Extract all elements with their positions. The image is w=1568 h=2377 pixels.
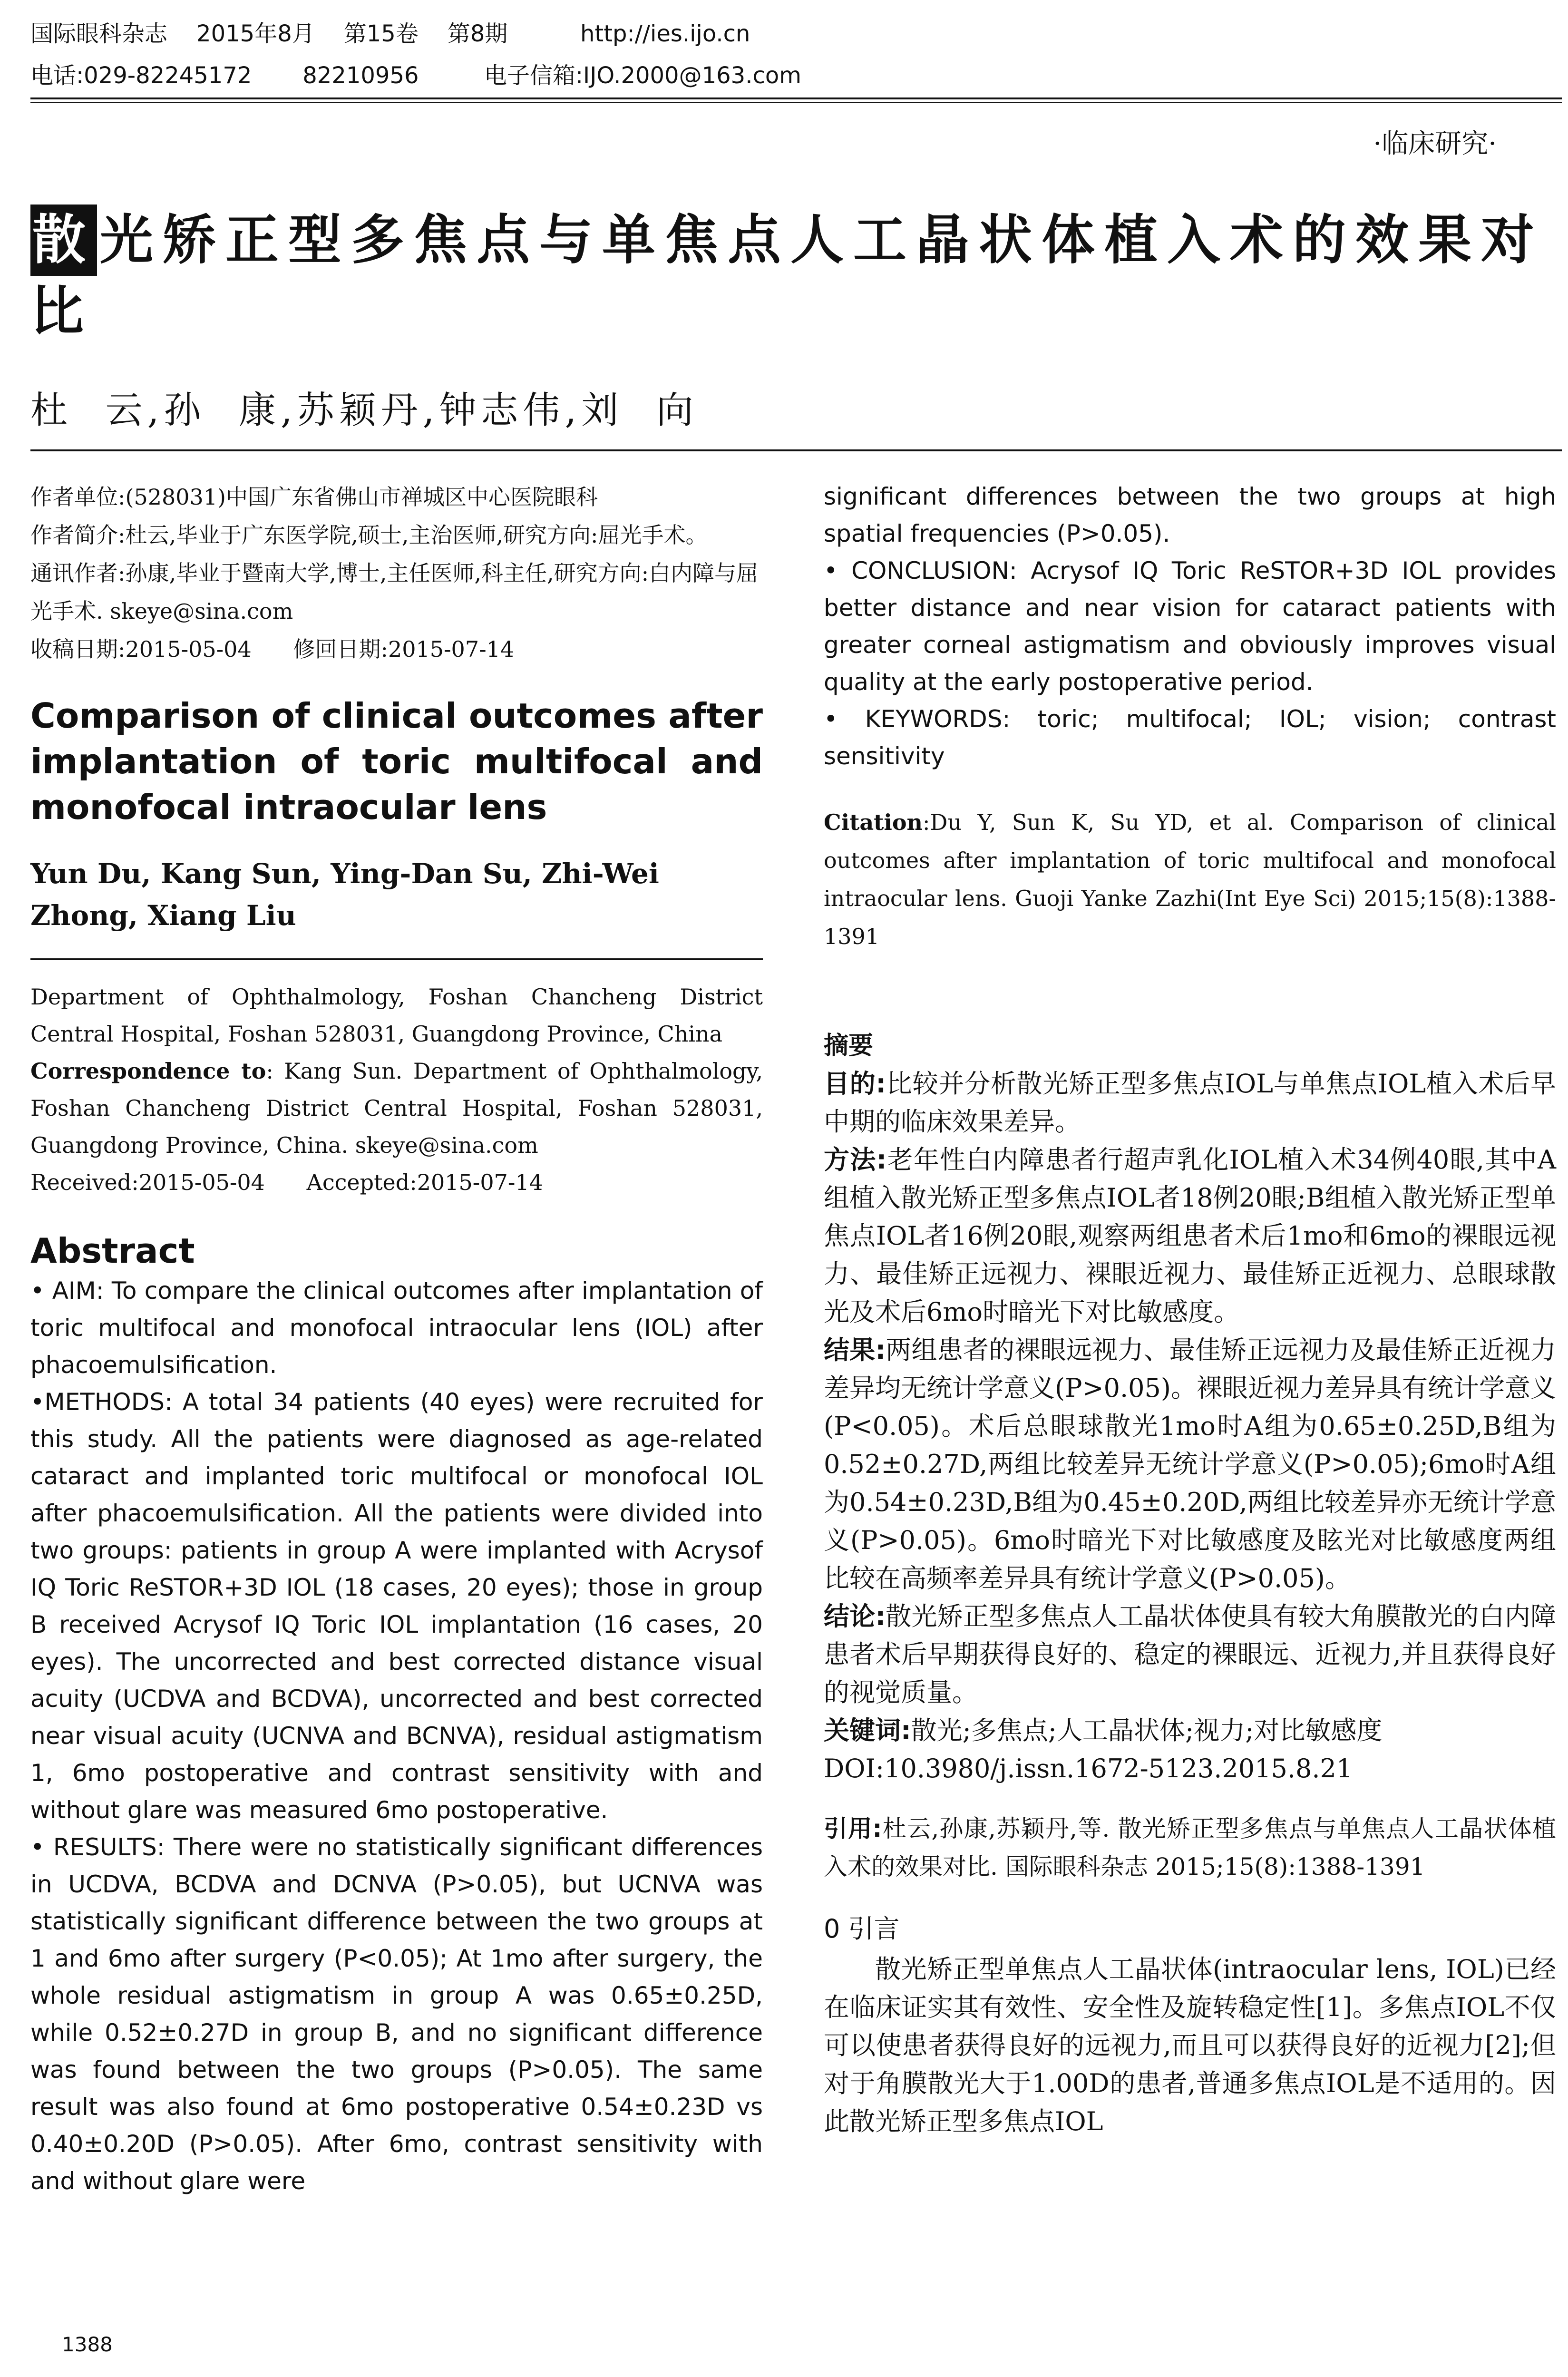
english-authors: Yun Du, Kang Sun, Ying-Dan Su, Zhi-Wei Zhong, Xiang Liu	[30, 857, 659, 932]
cn-abstract-keywords	[824, 1712, 1556, 1750]
author-bio: 作者简介:杜云,毕业于广东医学院,硕士,主治医师,研究方向:屈光手术。	[30, 522, 708, 548]
cn-method-text: 老年性白内障患者行超声乳化IOL植入术34例40眼,其中A组植入散光矫正型多焦点IOL者18例20眼;B组植入散光矫正型单焦点IOL者16例20眼,观察两组患者术后1mo和6mo的裸眼远视力、最佳矫正远视力、裸眼近视力、最佳矫正近视力、总眼球散光及术后6mo时暗光下对比敏感度。	[824, 1145, 1556, 1327]
citation-en	[824, 803, 1556, 955]
doi: DOI:10.3980/j.issn.1672-5123.2015.8.21	[824, 1754, 1353, 1783]
abstract-aim: • AIM: To compare the clinical outcomes after implantation of toric multifocal and monofocal intraocular lens (IOL) after phacoemulsification.	[30, 1277, 763, 1379]
affiliation-block	[30, 978, 763, 1201]
abstract-results: • RESULTS: There were no statistically significant differences in UCDVA, BCDVA and DCNVA (P>0.05), but UCNVA was statistically significant difference between the two groups at 1 and 6mo after surgery (P<0.05); At 1mo after surgery, the whole residual astigmatism in group A was 0.65±0.25D, while 0.52±0.27D in group B, and no significant difference was found between the two groups (P>0.05). The same result was also found at 6mo postoperative 0.54±0.23D vs 0.40±0.20D (P>0.05). After 6mo, contrast sensitivity with and without glare were	[30, 1833, 763, 2195]
cn-conclusion-text: 散光矫正型多焦点人工晶状体使具有较大角膜散光的白内障患者术后早期获得良好的、稳定的裸眼远、近视力,并且获得良好的视觉质量。	[824, 1601, 1556, 1707]
title-first-char-highlight: 散	[30, 205, 97, 276]
cn-abstract-method	[824, 1141, 1556, 1331]
cn-aim-label: 目的:	[824, 1069, 886, 1099]
cn-keywords-label: 关键词:	[824, 1715, 911, 1745]
department: Department of Ophthalmology, Foshan Chancheng District Central Hospital, Foshan 528031, Guangdong Province, China	[30, 984, 763, 1047]
citation-cn	[824, 1810, 1556, 1886]
cn-citation-label: 引用:	[824, 1815, 882, 1842]
english-title: Comparison of clinical outcomes after implantation of toric multifocal and monofocal intraocular lens	[30, 696, 763, 827]
journal-header-line2: 电话:029-82245172 82210956 电子信箱:IJO.2000@163.com	[30, 62, 801, 89]
header-rule-thin	[30, 102, 1562, 103]
cn-result-label: 结果:	[824, 1335, 886, 1365]
cn-conclusion-label: 结论:	[824, 1601, 886, 1631]
left-column	[30, 478, 763, 2200]
abstract-conclusion: • CONCLUSION: Acrysof IQ Toric ReSTOR+3D IOL provides better distance and near vision for cataract patients with greater corneal astigmatism and obviously improves visual quality at the early postoperative period.	[824, 557, 1556, 696]
abstract-methods: •METHODS: A total 34 patients (40 eyes) were recruited for this study. All the patients were diagnosed as age-related cataract and implanted toric multifocal or monofocal IOL after phacoemulsification. All the patients were divided into two groups: patients in group A were implanted with Acrysof IQ Toric ReSTOR+3D IOL (18 cases, 20 eyes); those in group B received Acrysof IQ Toric IOL implantation (16 cases, 20 eyes). The uncorrected and best corrected distance visual acuity (UCDVA and BCDVA), uncorrected and best corrected near visual acuity (UCNVA and BCNVA), residual astigmatism 1, 6mo postoperative and contrast sensitivity with and without glare was measured 6mo postoperative.	[30, 1388, 763, 1824]
header-rule-thick	[30, 97, 1562, 99]
received-accepted: Received:2015-05-04 Accepted:2015-07-14	[30, 1169, 543, 1195]
journal-header-line1: 国际眼科杂志 2015年8月 第15卷 第8期 http://ies.ijo.cn	[30, 20, 750, 47]
section-label: ·临床研究·	[1373, 128, 1497, 159]
abstract-results-continued: significant differences between the two groups at high spatial frequencies (P>0.05).	[824, 483, 1556, 547]
author-unit: 作者单位:(528031)中国广东省佛山市禅城区中心医院眼科	[30, 484, 598, 510]
cn-abstract-title: 摘要	[824, 1032, 874, 1060]
authors-rule	[30, 449, 1562, 451]
dates-cn: 收稿日期:2015-05-04 修回日期:2015-07-14	[30, 636, 515, 662]
cn-citation-text: 杜云,孙康,苏颖丹,等. 散光矫正型多焦点与单焦点人工晶状体植入术的效果对比. 国际眼科杂志 2015;15(8):1388-1391	[824, 1815, 1556, 1880]
affiliation-rule	[30, 958, 763, 960]
corresponding-author: 通讯作者:孙康,毕业于暨南大学,博士,主任医师,科主任,研究方向:白内障与屈光手术. skeye@sina.com	[30, 560, 759, 624]
cn-method-label: 方法:	[824, 1145, 887, 1175]
abstract-keywords: • KEYWORDS: toric; multifocal; IOL; vision; contrast sensitivity	[824, 705, 1556, 770]
right-column	[824, 478, 1556, 2141]
authors-chinese: 杜 云,孙 康,苏颖丹,钟志伟,刘 向	[30, 389, 698, 432]
correspondence-text: : Kang Sun. Department of Ophthalmology, Foshan Chancheng District Central Hospital, Foshan 528031, Guangdong Province, China. skeye@sina.com	[30, 1058, 763, 1158]
cn-abstract-result	[824, 1331, 1556, 1598]
correspondence-label: Correspondence to	[30, 1058, 266, 1084]
abstract-title: Abstract	[30, 1231, 195, 1271]
cn-abstract-conclusion	[824, 1598, 1556, 1712]
cn-keywords-text: 散光;多焦点;人工晶状体;视力;对比敏感度	[911, 1715, 1383, 1745]
cn-result-text: 两组患者的裸眼远视力、最佳矫正远视力及最佳矫正近视力差异均无统计学意义(P>0.05)。裸眼近视力差异具有统计学意义(P<0.05)。术后总眼球散光1mo时A组为0.65±0.25D,B组为0.52±0.27D,两组比较差异无统计学意义(P>0.05);6mo时A组为0.54±0.23D,B组为0.45±0.20D,两组比较差异亦无统计学意义(P>0.05)。6mo时暗光下对比敏感度及眩光对比敏感度两组比较在高频率差异具有统计学意义(P>0.05)。	[824, 1335, 1556, 1593]
correspondence	[30, 1052, 763, 1164]
cn-abstract-aim	[824, 1065, 1556, 1141]
cn-aim-text: 比较并分析散光矫正型多焦点IOL与单焦点IOL植入术后早中期的临床效果差异。	[824, 1069, 1556, 1137]
article-title	[30, 205, 1567, 347]
intro-paragraph: 散光矫正型单焦点人工晶状体(intraocular lens, IOL)已经在临床证实其有效性、安全性及旋转稳定性[1]。多焦点IOL不仅可以使患者获得良好的远视力,而且可以获得良好的近视力[2];但对于角膜散光大于1.00D的患者,普通多焦点IOL是不适用的。因此散光矫正型多焦点IOL	[824, 1954, 1556, 2136]
title-text: 光矫正型多焦点与单焦点人工晶状体植入术的效果对比	[30, 209, 1544, 342]
author-info	[30, 478, 763, 668]
intro-heading: 0 引言	[824, 1914, 900, 1944]
citation-label: Citation	[824, 809, 923, 835]
page-number: 1388	[62, 2333, 113, 2356]
citation-text: :Du Y, Sun K, Su YD, et al. Comparison of clinical outcomes after implantation of toric multifocal and monofocal intraocular lens. Guoji Yanke Zazhi(Int Eye Sci) 2015;15(8):1388-1391	[824, 809, 1556, 949]
